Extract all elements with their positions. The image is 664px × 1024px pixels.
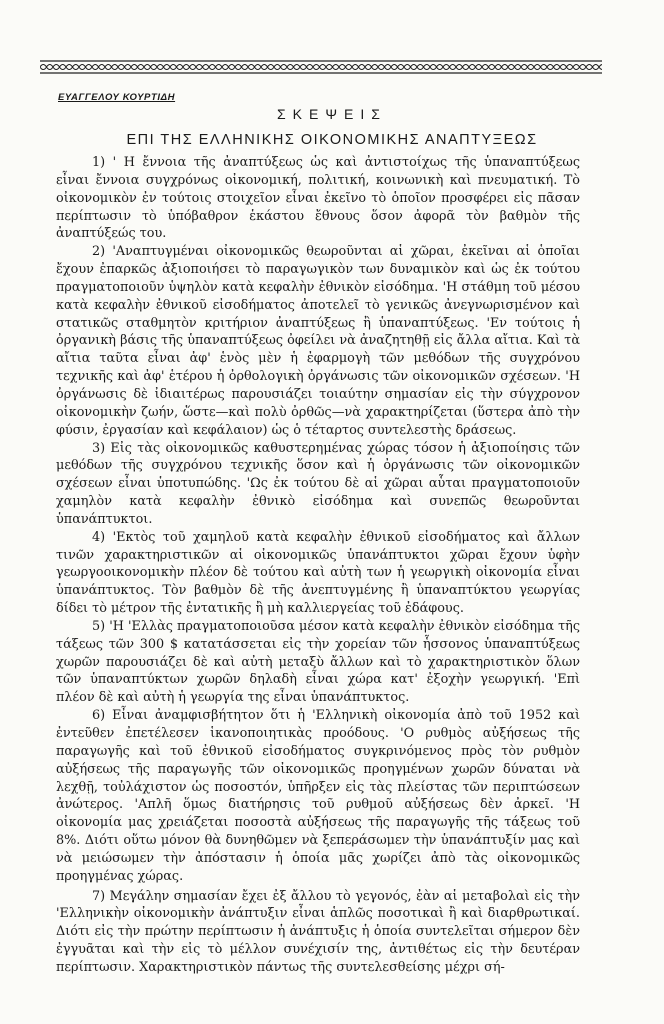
paragraph-4: 4) 'Εκτὸς τοῦ χαμηλοῦ κατὰ κεφαλὴν ἐθνικοῦ εἰσοδήματος καὶ ἄλλων τινῶν χαρακτηριστικῶν αἱ οἰκονομικῶς ὑπανάπτυκτοι χῶραι ἔχουν ὑφὴν γεωργοοικονομικὴν πλέον δὲ τούτου καὶ αὐτὴ των ἡ γεωργικὴ οἰκονομία εἶναι ὑπανάπτυκτος. Τὸν βαθμὸν δὲ τῆς ἀνεπτυγμένης ἢ ὑπαναπτύκτου γεωργίας δίδει τὸ μέτρον τῆς ἐντατικῆς ἢ μὴ καλλιεργείας τοῦ ἐδάφους. [56, 529, 580, 617]
article-body [56, 154, 580, 977]
page-subtitle: ΕΠΙ ΤΗΣ ΕΛΛΗΝΙΚΗΣ ΟΙΚΟΝΟΜΙΚΗΣ ΑΝΑΠΤΥΞΕΩΣ [126, 132, 538, 148]
page-title: ΣΚΕΨΕΙΣ [277, 106, 387, 122]
decorative-border-ornament [40, 58, 602, 76]
paragraph-7: 7) Μεγάλην σημασίαν ἔχει ἐξ ἄλλου τὸ γεγονός, ἐὰν αἱ μεταβολαὶ εἰς τὴν 'Ελληνικὴν οἰκονομικὴν ἀνάπτυξιν εἶναι ἁπλῶς ποσοτικαὶ ἢ καὶ διαρθρωτικαί. Διότι εἰς τὴν πρώτην περίπτωσιν ἡ ἀνάπτυξις ἡ ὁποία συντελεῖται σήμερον δὲν ἐγγυᾶται καὶ τὴν εἰς τὸ μέλλον συνέχισίν της, ἀντιθέτως εἰς τὴν δευτέραν περίπτωσιν. Χαρακτηριστικὸν πάντως τῆς συντελεσθείσης μέχρι σή- [56, 888, 580, 975]
paragraph-6: 6) Εἶναι ἀναμφισβήτητον ὅτι ἡ 'Ελληνικὴ οἰκονομία ἀπὸ τοῦ 1952 καὶ ἐντεῦθεν ἐπετέλεσεν ἱκανοποιητικὰς προόδους. 'Ο ρυθμὸς αὐξήσεως τῆς παραγωγῆς καὶ τοῦ ἐθνικοῦ εἰσοδήματος συγκρινόμενος πρὸς τὸν ρυθμὸν αὐξήσεως τῆς παραγωγῆς τῶν οἰκονομικῶς προηγμένων χωρῶν δύναται νὰ λεχθῇ, τοὐλάχιστον ὡς ποσοστόν, ὑπῆρξεν εἰς τὰς πλείστας τῶν περιπτώσεων ἀνώτερος. 'Απλῆ ὅμως διατήρησις τοῦ ρυθμοῦ αὐξήσεως δὲν ἀρκεῖ. 'Η οἰκονομία μας χρειάζεται ποσοστὰ αὐξήσεως τῆς παραγωγῆς τῆς τάξεως τοῦ 8%. Διότι οὕτω μόνον θὰ δυνηθῶμεν νὰ ξεπεράσωμεν τὴν ὑπανάπτυξίν μας καὶ νὰ μειώσωμεν τὴν ἀπόστασιν ἡ ὁποία μᾶς χωρίζει ἀπὸ τὰς οἰκονομικῶς προηγμένας χώρας. [56, 708, 580, 884]
paragraph-1: 1) ' Η ἔννοια τῆς ἀναπτύξεως ὡς καὶ ἀντιστοίχως τῆς ὑπαναπτύξεως εἶναι ἔννοια συγχρόνως οἰκονομική, πολιτική, κοινωνικὴ καὶ πνευματική. Τὸ οἰκονομικὸν ἐν τούτοις στοιχεῖον εἶναι ἐκεῖνο τὸ ὁποῖον προσφέρει εἰς πᾶσαν περίπτωσιν τὸ ὑπόβαθρον ἑκάστου ἔθνους ὅσον ἀφορᾶ τὸν βαθμὸν τῆς ἀναπτύξεώς του. [56, 155, 580, 242]
paragraph-5: 5) 'Η 'Ελλὰς πραγματοποιοῦσα μέσον κατὰ κεφαλὴν ἐθνικὸν εἰσόδημα τῆς τάξεως τῶν 300 $ κατατάσσεται εἰς τὴν χορείαν τῶν ἧσσονος ὑπαναπτύξεως χωρῶν παρουσιάζει δὲ καὶ αὐτὴ μεταξὺ ἄλλων καὶ τὸ χαρακτηριστικὸν ὅλων τῶν ὑπαναπτύκτων χωρῶν δηλαδὴ εἶναι χώρα κατ' ἐξοχὴν γεωργική. 'Επὶ πλέον δὲ καὶ αὐτὴ ἡ γεωργία της εἶναι ὑπανάπτυκτος. [56, 618, 580, 706]
paragraph-2: 2) 'Αναπτυγμέναι οἰκονομικῶς θεωροῦνται αἱ χῶραι, ἐκεῖναι αἱ ὁποῖαι ἔχουν ἐπαρκῶς ἀξιοποιήσει τὸ παραγωγικὸν των δυναμικὸν καὶ ὡς ἐκ τούτου πραγματοποιοῦν ὑψηλὸν κατὰ κεφαλὴν ἐθνικὸν εἰσόδημα. 'Η στάθμη τοῦ μέσου κατὰ κεφαλὴν ἐθνικοῦ εἰσοδήματος ἀποτελεῖ τὸ γενικῶς ἀνεγνωρισμένον καὶ στατικῶς σταθμητὸν κριτήριον ἀναπτύξεως ἢ ὑπαναπτύξεως. 'Εν τούτοις ἡ ὀργανικὴ βάσις τῆς ὑπαναπτύξεως ὀφείλει νὰ ἀναζητηθῇ εἰς ἄλλα αἴτια. Καὶ τὰ αἴτια ταῦτα εἶναι ἀφ' ἑνὸς μὲν ἡ ἐφαρμογὴ τῶν μεθόδων τῆς συγχρόνου τεχνικῆς καὶ ἀφ' ἑτέρου ἡ ὀρθολογικὴ ὀργάνωσις τῶν οἰκονομικῶν σχέσεων. 'Η ὀργάνωσις δὲ ἰδιαιτέρως παρουσιάζει τοιαύτην σημασίαν εἰς τὴν σύγχρονον οἰκονομικὴν ζωήν, ὥστε—καὶ πολὺ ὀρθῶς—νὰ χαρακτηρίζεται (ὕστερα ἀπὸ τὴν φύσιν, ἐργασίαν καὶ κεφάλαιον) ὡς ὁ τέταρτος συντελεστὴς δράσεως. [56, 244, 580, 438]
author-name: ΕΥΑΓΓΕΛΟΥ ΚΟΥΡΤΙΔΗ [58, 92, 176, 103]
paragraph-3: 3) Εἰς τὰς οἰκονομικῶς καθυστερημένας χώρας τόσον ἡ ἀξιοποίησις τῶν μεθόδων τῆς συγχρόνου τεχνικῆς ὅσον καὶ ἡ ὀργάνωσις τῶν οἰκονομικῶν σχέσεων εἶναι ὑποτυπώδης. 'Ως ἐκ τούτου δὲ αἱ χῶραι αὗται πραγματοποιοῦν χαμηλὸν κατὰ κεφαλὴν ἐθνικὸ εἰσόδημα καὶ συνεπῶς θεωροῦνται ὑπανάπτυκτοι. [56, 440, 580, 527]
